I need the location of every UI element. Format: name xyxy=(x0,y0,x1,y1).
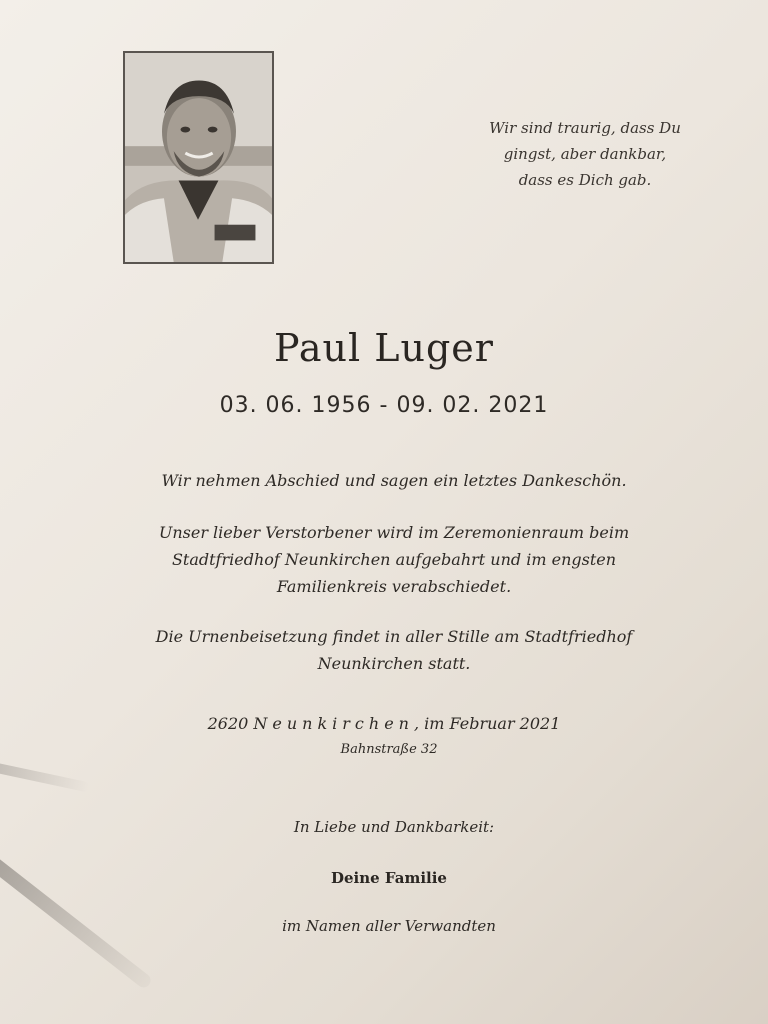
closing-greeting: In Liebe und Dankbarkeit: xyxy=(293,818,495,836)
quote-line: gingst, aber dankbar, xyxy=(503,145,667,163)
viewing-paragraph xyxy=(80,519,708,600)
quote-line: dass es Dich gab. xyxy=(518,171,652,189)
town-name: Neunkirchen xyxy=(253,714,414,733)
paragraph-line: Neunkirchen statt. xyxy=(317,654,471,673)
quote-line: Wir sind traurig, dass Du xyxy=(489,119,681,137)
paragraph-line: Die Urnenbeisetzung findet in aller Stille am Stadtfriedhof xyxy=(155,627,633,646)
family-signature: Deine Familie xyxy=(331,869,447,887)
place-date-line xyxy=(0,714,768,733)
burial-paragraph xyxy=(80,623,708,677)
shadow-decoration xyxy=(0,831,153,990)
paragraph-line: Stadtfriedhof Neunkirchen aufgebahrt und im engsten xyxy=(171,550,617,569)
paragraph-line: Unser lieber Verstorbener wird im Zeremonienraum beim xyxy=(158,523,630,542)
postal-code: 2620 xyxy=(207,714,249,733)
shadow-decoration xyxy=(0,758,90,793)
paragraph-line: Wir nehmen Abschied und sagen ein letztes Dankeschön. xyxy=(161,471,627,490)
memorial-quote xyxy=(460,115,710,193)
relatives-line: im Namen aller Verwandten xyxy=(282,917,496,935)
street-address: Bahnstraße 32 xyxy=(340,742,438,757)
deceased-name: Paul Luger xyxy=(274,326,494,370)
paragraph-line: Familienkreis verabschiedet. xyxy=(276,577,512,596)
date-suffix: , im Februar 2021 xyxy=(413,714,561,733)
farewell-paragraph xyxy=(80,467,708,494)
life-dates: 03. 06. 1956 - 09. 02. 2021 xyxy=(219,393,549,418)
portrait-photo xyxy=(123,51,274,264)
